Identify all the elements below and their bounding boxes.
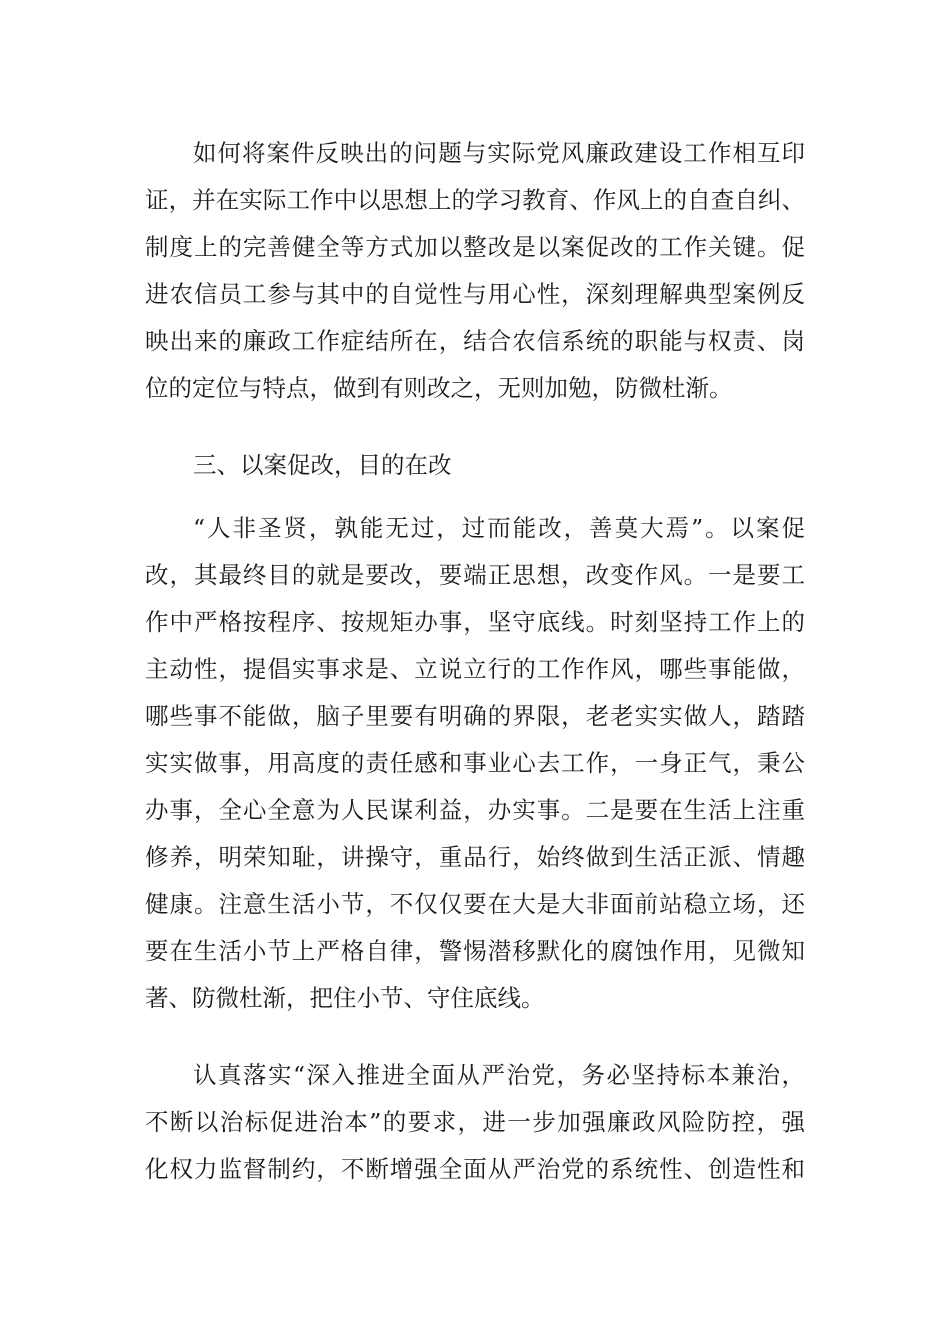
paragraph-1-line-4: 进农信员工参与其中的自觉性与用心性，深刻理解典型案例反	[145, 280, 805, 308]
paragraph-3-line-1: 认真落实“深入推进全面从严治党，务必坚持标本兼治，	[193, 1061, 805, 1089]
paragraph-2-line-11: 著、防微杜渐，把住小节、守住底线。	[145, 984, 545, 1012]
paragraph-2-line-7: 办事，全心全意为人民谋利益，办实事。二是要在生活上注重	[145, 796, 805, 824]
paragraph-2-line-5: 哪些事不能做，脑子里要有明确的界限，老老实实做人，踏踏	[145, 702, 805, 730]
paragraph-1-line-6: 位的定位与特点，做到有则改之，无则加勉，防微杜渐。	[145, 374, 733, 402]
paragraph-2-line-2: 改，其最终目的就是要改，要端正思想，改变作风。一是要工	[145, 561, 805, 589]
paragraph-2-line-6: 实实做事，用高度的责任感和事业心去工作，一身正气，秉公	[145, 749, 805, 777]
paragraph-1-line-3: 制度上的完善健全等方式加以整改是以案促改的工作关键。促	[145, 233, 805, 261]
paragraph-2-line-9: 健康。注意生活小节，不仅仅要在大是大非面前站稳立场，还	[145, 890, 805, 918]
paragraph-1-line-1: 如何将案件反映出的问题与实际党风廉政建设工作相互印	[193, 139, 805, 167]
paragraph-2-line-1: “人非圣贤，孰能无过，过而能改，善莫大焉”。以案促	[193, 514, 805, 542]
paragraph-3-line-2: 不断以治标促进治本”的要求，进一步加强廉政风险防控，强	[145, 1108, 805, 1136]
paragraph-1-line-2: 证，并在实际工作中以思想上的学习教育、作风上的自查自纠、	[145, 186, 805, 214]
paragraph-2-line-3: 作中严格按程序、按规矩办事，坚守底线。时刻坚持工作上的	[145, 608, 805, 636]
paragraph-3-line-3: 化权力监督制约，不断增强全面从严治党的系统性、创造性和	[145, 1155, 805, 1183]
section-heading-3: 三、以案促改，目的在改	[193, 451, 452, 479]
paragraph-1-line-5: 映出来的廉政工作症结所在，结合农信系统的职能与权责、岗	[145, 327, 805, 355]
paragraph-2-line-8: 修养，明荣知耻，讲操守，重品行，始终做到生活正派、情趣	[145, 843, 805, 871]
paragraph-2-line-4: 主动性，提倡实事求是、立说立行的工作作风，哪些事能做，	[145, 655, 805, 683]
paragraph-2-line-10: 要在生活小节上严格自律，警惕潜移默化的腐蚀作用，见微知	[145, 937, 805, 965]
